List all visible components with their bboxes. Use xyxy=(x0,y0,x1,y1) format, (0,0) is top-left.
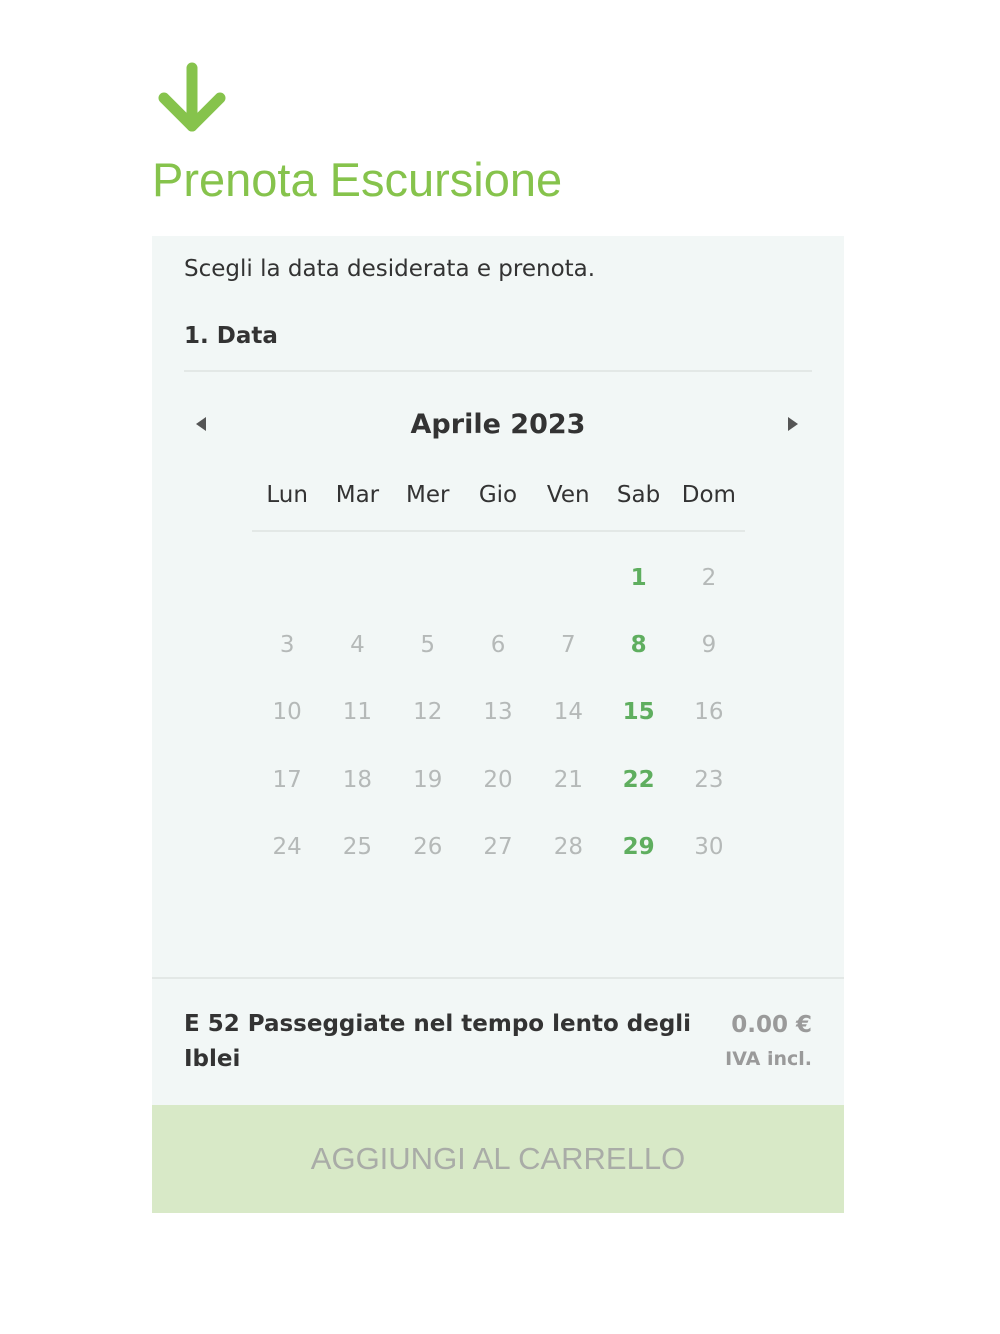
calendar-day-unavailable: 13 xyxy=(483,699,513,726)
weekday-label: Ven xyxy=(546,482,590,508)
calendar-day-unavailable: 5 xyxy=(420,632,436,659)
calendar-day-available[interactable]: 22 xyxy=(622,766,655,793)
calendar-day-unavailable: 19 xyxy=(413,766,443,793)
calendar-day-unavailable: 23 xyxy=(694,766,724,793)
calendar-day-unavailable: 25 xyxy=(342,833,373,860)
calendar-day-empty xyxy=(393,562,463,629)
calendar-day-unavailable: 7 xyxy=(561,632,576,659)
calendar-day-available[interactable]: 8 xyxy=(630,632,647,659)
weekday-label: Mer xyxy=(405,482,450,508)
calendar-day-unavailable: 14 xyxy=(553,699,583,726)
calendar-day-unavailable: 9 xyxy=(701,632,717,659)
weekday-label: Gio xyxy=(478,482,518,508)
calendar-day-unavailable: 24 xyxy=(272,833,302,860)
calendar-weekdays xyxy=(252,480,744,510)
calendar-day-unavailable: 20 xyxy=(483,766,513,793)
calendar-day-unavailable: 6 xyxy=(490,632,506,659)
weekday-label: Mar xyxy=(335,482,380,508)
calendar-day-unavailable: 30 xyxy=(694,833,724,860)
step-title: 1. Data xyxy=(184,323,278,349)
calendar-day-unavailable: 17 xyxy=(272,766,302,793)
calendar-day-unavailable: 12 xyxy=(413,699,443,726)
product-name: E 52 Passeggiate nel tempo lento degli Iblei xyxy=(184,1011,692,1072)
calendar-days-grid xyxy=(252,562,744,898)
add-to-cart-button[interactable]: AGGIUNGI AL CARRELLO xyxy=(152,1105,844,1213)
calendar-day-unavailable: 2 xyxy=(701,565,717,591)
price: 0.00 € xyxy=(731,1012,812,1038)
calendar-day-unavailable: 21 xyxy=(553,766,583,793)
calendar-day-empty xyxy=(533,562,603,629)
booking-panel xyxy=(152,236,844,1213)
calendar-day-unavailable: 16 xyxy=(694,699,724,726)
divider xyxy=(252,530,745,532)
calendar-day-available[interactable]: 1 xyxy=(630,565,647,591)
vat-note: IVA incl. xyxy=(725,1048,812,1070)
calendar-day-available[interactable]: 15 xyxy=(622,699,655,726)
calendar-day-unavailable: 28 xyxy=(553,833,583,860)
calendar-day-empty xyxy=(322,562,392,629)
divider xyxy=(152,977,844,979)
arrow-down-icon xyxy=(153,60,231,138)
intro-text: Scegli la data desiderata e prenota. xyxy=(184,256,596,282)
calendar-day-available[interactable]: 29 xyxy=(622,833,655,860)
caret-right-icon[interactable] xyxy=(778,410,806,438)
calendar-day-unavailable: 4 xyxy=(350,632,365,659)
calendar-day-empty xyxy=(463,562,533,629)
calendar-day-unavailable: 18 xyxy=(342,766,373,793)
calendar-day-unavailable: 27 xyxy=(483,833,513,860)
calendar-day-unavailable: 10 xyxy=(272,699,302,726)
calendar-day-empty xyxy=(252,562,322,629)
weekday-label: Lun xyxy=(266,482,308,508)
calendar-day-unavailable: 3 xyxy=(279,632,295,659)
calendar-day-unavailable: 26 xyxy=(413,833,443,860)
weekday-label: Dom xyxy=(681,482,736,508)
weekday-label: Sab xyxy=(616,482,661,508)
calendar-month-title: Aprile 2023 xyxy=(410,409,586,440)
divider xyxy=(184,370,812,372)
page-title: Prenota Escursione xyxy=(152,153,563,206)
calendar-day-unavailable: 11 xyxy=(342,699,373,726)
